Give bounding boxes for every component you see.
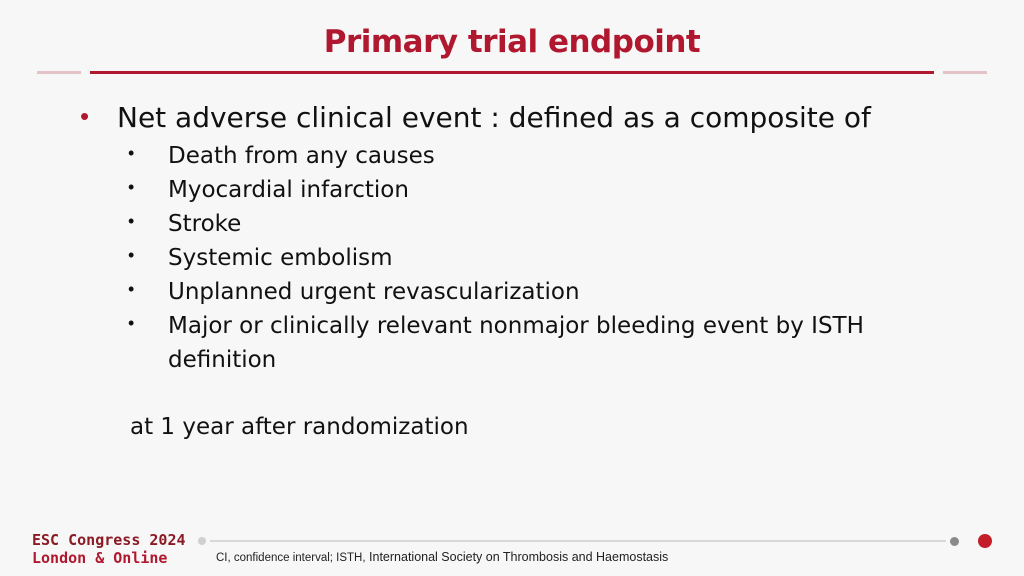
bullet-icon: • bbox=[128, 143, 135, 163]
title-rule-right-accent bbox=[943, 71, 987, 74]
bullet-icon: • bbox=[128, 313, 135, 333]
sub-bullet-text: Stroke bbox=[168, 211, 242, 237]
esc-congress-logo bbox=[32, 531, 186, 567]
bullet-icon: • bbox=[128, 177, 135, 197]
main-bullet-icon: • bbox=[80, 101, 90, 131]
bullet-icon: • bbox=[128, 211, 135, 231]
sub-bullet-text: Unplanned urgent revascularization bbox=[168, 279, 580, 305]
logo-line-1: ESC Congress 2024 bbox=[32, 531, 186, 549]
main-bullet-text: Net adverse clinical event : defined as a composite of bbox=[117, 101, 871, 134]
sub-bullet-text: Myocardial infarction bbox=[168, 177, 409, 203]
timeframe-text: at 1 year after randomization bbox=[130, 414, 469, 440]
footnote-definition: International Society on Thrombosis and Haemostasis bbox=[365, 550, 669, 564]
title-rule bbox=[90, 71, 934, 74]
bullet-icon: • bbox=[128, 245, 135, 265]
footer-line bbox=[210, 540, 946, 542]
footnote bbox=[216, 550, 668, 564]
bullet-icon: • bbox=[128, 279, 135, 299]
logo-line-2: London & Online bbox=[32, 549, 168, 567]
footer-gray-dot bbox=[950, 537, 959, 546]
sub-bullet-text: Major or clinically relevant nonmajor bleeding event by ISTH bbox=[168, 313, 864, 339]
footnote-abbrev: CI, confidence interval; ISTH, bbox=[216, 552, 366, 564]
title-rule-left-accent bbox=[37, 71, 81, 74]
sub-bullet-text: Death from any causes bbox=[168, 143, 435, 169]
footer-line-start-dot bbox=[198, 537, 206, 545]
sub-bullet-text: Systemic embolism bbox=[168, 245, 393, 271]
sub-bullet-text: definition bbox=[168, 347, 277, 373]
footer-red-dot bbox=[978, 534, 992, 548]
slide-title: Primary trial endpoint bbox=[323, 24, 701, 60]
